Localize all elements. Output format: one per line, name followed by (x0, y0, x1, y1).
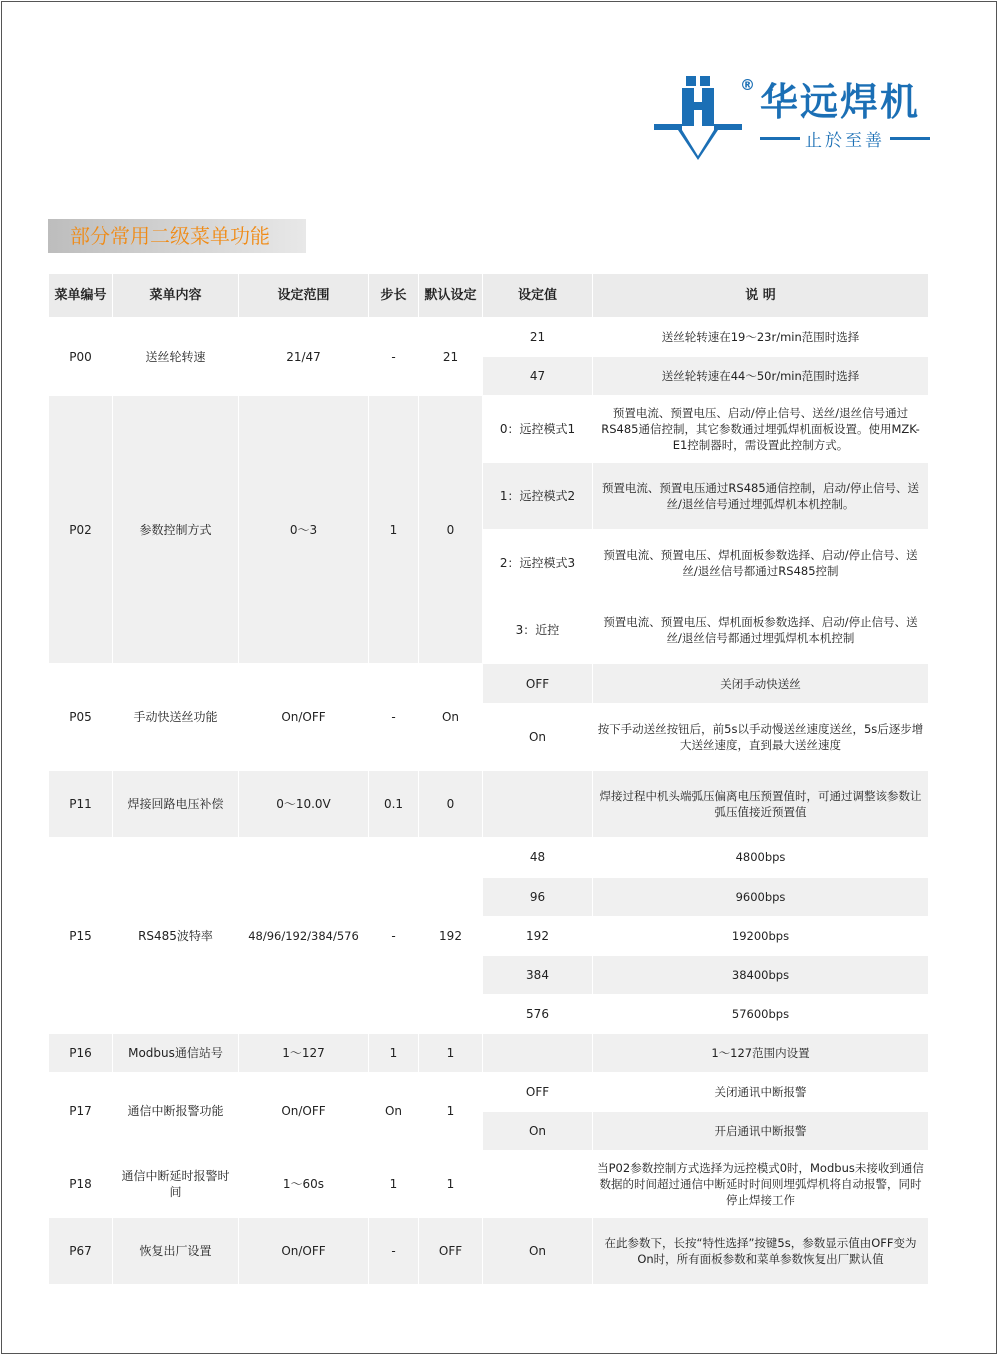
cell-name: 焊接回路电压补偿 (113, 771, 239, 838)
cell-value: On (483, 1217, 593, 1284)
cell-default: 1 (419, 1033, 483, 1072)
cell-default: 0 (419, 396, 483, 664)
cell-value: 47 (483, 357, 593, 396)
brand-logo (652, 74, 942, 160)
cell-value: OFF (483, 664, 593, 704)
slogan-line-left (760, 137, 800, 140)
cell-value: 3：近控 (483, 597, 593, 664)
brand-slogan: 止於至善 (805, 130, 885, 151)
cell-name: 恢复出厂设置 (113, 1217, 239, 1284)
cell-code: P17 (49, 1072, 113, 1150)
cell-step: 0.1 (369, 771, 419, 838)
cell-default: 1 (419, 1150, 483, 1217)
cell-name: 送丝轮转速 (113, 318, 239, 396)
table-row (49, 1072, 929, 1111)
cell-range: 1～60s (239, 1150, 369, 1217)
slogan-line-right (890, 137, 930, 140)
cell-step: 1 (369, 396, 419, 664)
cell-value: 96 (483, 877, 593, 916)
cell-code: P18 (49, 1150, 113, 1217)
table-row (49, 1217, 929, 1284)
cell-range: On/OFF (239, 1072, 369, 1150)
cell-value: On (483, 704, 593, 771)
cell-name: Modbus通信站号 (113, 1033, 239, 1072)
cell-value: OFF (483, 1072, 593, 1111)
cell-value: 2：远控模式3 (483, 530, 593, 597)
cell-description: 4800bps (593, 838, 929, 877)
cell-description: 1～127范围内设置 (593, 1033, 929, 1072)
section-title: 部分常用二级菜单功能 (48, 219, 306, 253)
cell-default: 1 (419, 1072, 483, 1150)
cell-description: 预置电流、预置电压、焊机面板参数选择、启动/停止信号、送丝/退丝信号都通过埋弧焊机本机控制 (593, 597, 929, 664)
table-header-row (49, 274, 929, 318)
header-range: 设定范围 (239, 274, 369, 318)
cell-description: 开启通讯中断报警 (593, 1111, 929, 1150)
header-name: 菜单内容 (113, 274, 239, 318)
cell-step: 1 (369, 1033, 419, 1072)
cell-code: P11 (49, 771, 113, 838)
registered-mark: ® (740, 76, 755, 94)
cell-step: - (369, 664, 419, 771)
cell-value: 48 (483, 838, 593, 877)
table-row (49, 318, 929, 357)
cell-description: 按下手动送丝按钮后，前5s以手动慢送丝速度送丝，5s后逐步增大送丝速度，直到最大送丝速度 (593, 704, 929, 771)
header-code: 菜单编号 (49, 274, 113, 318)
cell-name: RS485波特率 (113, 838, 239, 1033)
cell-code: P16 (49, 1033, 113, 1072)
cell-default: 192 (419, 838, 483, 1033)
cell-description: 关闭手动快送丝 (593, 664, 929, 704)
cell-description: 38400bps (593, 955, 929, 994)
cell-code: P67 (49, 1217, 113, 1284)
cell-default: 21 (419, 318, 483, 396)
cell-value: On (483, 1111, 593, 1150)
cell-value (483, 1033, 593, 1072)
cell-value: 384 (483, 955, 593, 994)
brand-name: 华远焊机 (760, 80, 921, 124)
cell-value (483, 1150, 593, 1217)
cell-description: 57600bps (593, 994, 929, 1033)
table-row (49, 664, 929, 704)
cell-description: 预置电流、预置电压、焊机面板参数选择、启动/停止信号、送丝/退丝信号都通过RS485控制 (593, 530, 929, 597)
cell-range: On/OFF (239, 1217, 369, 1284)
table-row (49, 838, 929, 877)
cell-value: 1：远控模式2 (483, 463, 593, 530)
cell-description: 焊接过程中机头端弧压偏离电压预置值时，可通过调整该参数让弧压值接近预置值 (593, 771, 929, 838)
header-value: 设定值 (483, 274, 593, 318)
menu-function-table (48, 273, 929, 1285)
header-description: 说 明 (593, 274, 929, 318)
brand-emblem-icon (652, 74, 744, 160)
cell-code: P15 (49, 838, 113, 1033)
cell-step: - (369, 318, 419, 396)
cell-step: 1 (369, 1150, 419, 1217)
cell-default: On (419, 664, 483, 771)
cell-value: 576 (483, 994, 593, 1033)
cell-value: 21 (483, 318, 593, 357)
cell-value: 0：远控模式1 (483, 396, 593, 463)
cell-range: On/OFF (239, 664, 369, 771)
cell-description: 送丝轮转速在44～50r/min范围时选择 (593, 357, 929, 396)
cell-range: 0～3 (239, 396, 369, 664)
cell-description: 在此参数下，长按“特性选择”按键5s，参数显示值由OFF变为On时，所有面板参数和菜单参数恢复出厂默认值 (593, 1217, 929, 1284)
header-step: 步长 (369, 274, 419, 318)
cell-description: 当P02参数控制方式选择为远控模式0时，Modbus未接收到通信数据的时间超过通信中断延时时间则埋弧焊机将自动报警，同时停止焊接工作 (593, 1150, 929, 1217)
cell-value: 192 (483, 916, 593, 955)
cell-range: 21/47 (239, 318, 369, 396)
table-row (49, 771, 929, 838)
cell-range: 48/96/192/384/576 (239, 838, 369, 1033)
cell-code: P05 (49, 664, 113, 771)
table-row (49, 1033, 929, 1072)
cell-description: 9600bps (593, 877, 929, 916)
cell-description: 预置电流、预置电压、启动/停止信号、送丝/退丝信号通过RS485通信控制，其它参数通过埋弧焊机面板设置。使用MZK-E1控制器时，需设置此控制方式。 (593, 396, 929, 463)
cell-name: 手动快送丝功能 (113, 664, 239, 771)
cell-name: 参数控制方式 (113, 396, 239, 664)
cell-description: 19200bps (593, 916, 929, 955)
cell-name: 通信中断延时报警时间 (113, 1150, 239, 1217)
cell-name: 通信中断报警功能 (113, 1072, 239, 1150)
cell-description: 关闭通讯中断报警 (593, 1072, 929, 1111)
cell-step: - (369, 1217, 419, 1284)
cell-default: 0 (419, 771, 483, 838)
cell-default: OFF (419, 1217, 483, 1284)
slogan-row (760, 128, 930, 151)
table-row (49, 1150, 929, 1217)
cell-step: On (369, 1072, 419, 1150)
cell-code: P00 (49, 318, 113, 396)
header-default: 默认设定 (419, 274, 483, 318)
cell-range: 1～127 (239, 1033, 369, 1072)
cell-description: 送丝轮转速在19～23r/min范围时选择 (593, 318, 929, 357)
table-row (49, 396, 929, 463)
cell-value (483, 771, 593, 838)
cell-range: 0～10.0V (239, 771, 369, 838)
cell-code: P02 (49, 396, 113, 664)
cell-step: - (369, 838, 419, 1033)
cell-description: 预置电流、预置电压通过RS485通信控制，启动/停止信号、送丝/退丝信号通过埋弧焊机本机控制。 (593, 463, 929, 530)
